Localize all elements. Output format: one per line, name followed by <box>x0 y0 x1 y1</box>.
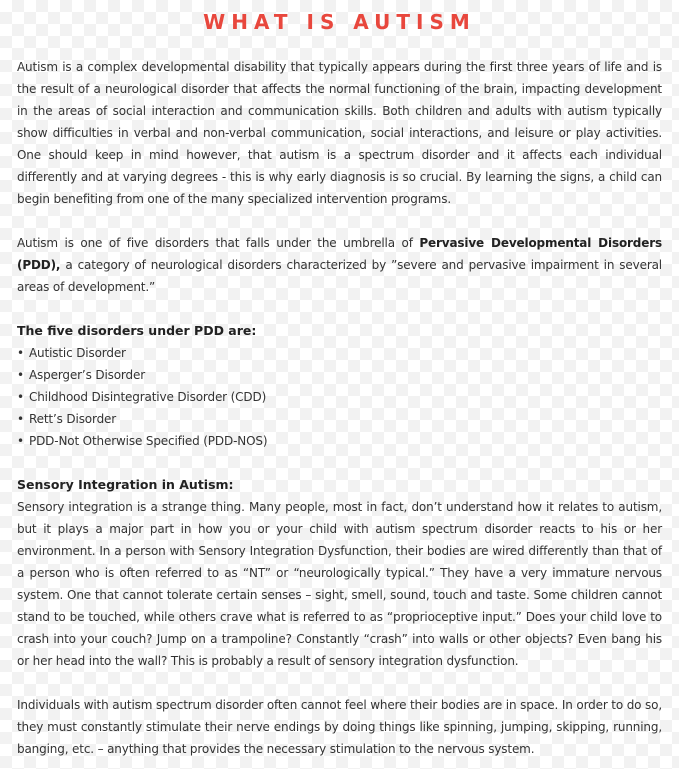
list-item: • Autistic Disorder <box>17 342 662 364</box>
bullet-icon: • <box>17 390 24 404</box>
disorders-list <box>17 342 662 452</box>
page-title: WHAT IS AUTISM <box>203 10 476 34</box>
pdd-paragraph <box>17 232 662 298</box>
closing-paragraph: Individuals with autism spectrum disorder often cannot feel where their bodies are in space. In order to do so, they must constantly stimulate their nerve endings by doing things like spinning, jumping, skipping, running, banging, etc. – anything that provides the necessary stimulation to the nervous system. <box>17 698 662 756</box>
disorders-heading: The five disorders under PDD are: <box>17 323 257 338</box>
bullet-icon: • <box>17 368 24 382</box>
paragraph-gap <box>17 210 662 232</box>
sensory-heading: Sensory Integration in Autism: <box>17 477 234 492</box>
paragraph-gap <box>17 298 662 320</box>
pdd-text-after: a category of neurological disorders characterized by ”severe and pervasive impairment in several areas of development.” <box>17 258 662 294</box>
list-item: • Rett’s Disorder <box>17 408 662 430</box>
pdd-term: Pervasive Developmental Disorders (PDD), <box>17 236 662 272</box>
bullet-icon: • <box>17 412 24 426</box>
intro-paragraph: Autism is a complex developmental disability that typically appears during the first three years of life and is the result of a neurological disorder that affects the normal functioning of the brain, impacting development in the areas of social interaction and communication skills. Both children and adults with autism typically show difficulties in verbal and non-verbal communication, social interactions, and leisure or play activities. One should keep in mind however, that autism is a spectrum disorder and it affects each individual differently and at varying degrees - this is why early diagnosis is so crucial. By learning the signs, a child can begin benefiting from one of the many specialized intervention programs. <box>17 60 662 206</box>
paragraph-gap <box>17 452 662 474</box>
paragraph-gap <box>17 672 662 694</box>
sensory-paragraph: Sensory integration is a strange thing. Many people, most in fact, don’t understand how it relates to autism, but it plays a major part in how you or your child with autism spectrum disorder reacts to his or her environment. In a person with Sensory Integration Dysfunction, their bodies are wired differently than that of a person who is often referred to as “NT” or “neurologically typical.” They have a very immature nervous system. One that cannot tolerate certain senses – sight, smell, sound, touch and taste. Some children cannot stand to be touched, while others crave what is referred to as “proprioceptive input.” Does your child love to crash into your couch? Jump on a trampoline? Constantly “crash” into walls or other objects? Even bang his or her head into the wall? This is probably a result of sensory integration dysfunction. <box>17 500 662 668</box>
list-item: • Asperger’s Disorder <box>17 364 662 386</box>
list-item: • PDD-Not Otherwise Specified (PDD-NOS) <box>17 430 662 452</box>
bullet-icon: • <box>17 434 24 448</box>
bullet-icon: • <box>17 346 24 360</box>
pdd-text-before: Autism is one of five disorders that falls under the umbrella of <box>17 236 420 250</box>
list-item: • Childhood Disintegrative Disorder (CDD) <box>17 386 662 408</box>
document-page <box>17 8 662 760</box>
